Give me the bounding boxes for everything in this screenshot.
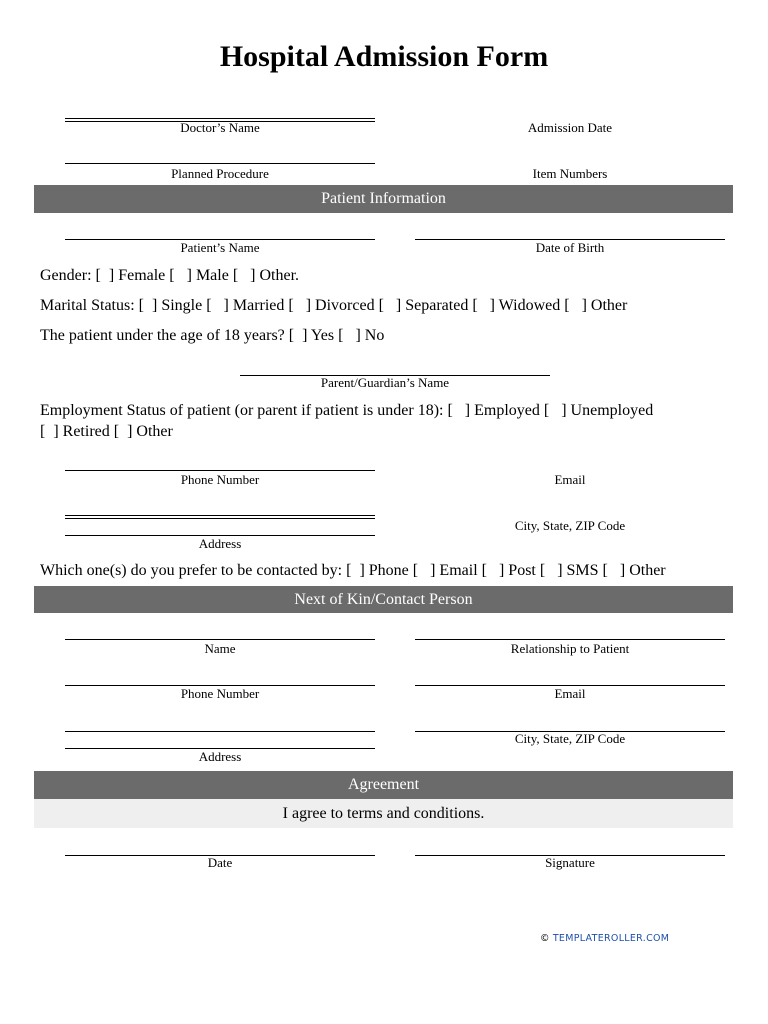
agreement-text: I agree to terms and conditions. xyxy=(34,799,733,828)
under-18-options[interactable]: The patient under the age of 18 years? [ ] Yes [ ] No xyxy=(40,327,385,344)
item-numbers-label: Item Numbers xyxy=(532,166,608,181)
agreement-date-label: Date xyxy=(207,855,233,870)
footer-credit[interactable] xyxy=(540,933,669,944)
employment-status-options[interactable]: Employment Status of patient (or parent if patient is under 18): [ ] Employed [ ] Unemployed xyxy=(40,402,654,419)
patients-name-label: Patient’s Name xyxy=(180,240,260,255)
kin-city-state-zip-label: City, State, ZIP Code xyxy=(514,731,626,746)
address-line-1[interactable] xyxy=(65,515,375,516)
copyright-icon: © xyxy=(540,933,550,944)
kin-relationship-label: Relationship to Patient xyxy=(510,641,630,656)
kin-name-field[interactable] xyxy=(65,639,375,640)
employment-status-options-continued[interactable]: [ ] Retired [ ] Other xyxy=(40,423,173,440)
planned-procedure-field[interactable] xyxy=(65,163,375,164)
signature-label: Signature xyxy=(545,855,595,870)
doctors-name-line-top xyxy=(65,118,375,119)
address-label: Address xyxy=(198,536,242,551)
parent-guardian-label: Parent/Guardian’s Name xyxy=(320,375,450,390)
contact-preference-options[interactable]: Which one(s) do you prefer to be contacted by: [ ] Phone [ ] Email [ ] Post [ ] SMS [ ] Other xyxy=(40,562,666,579)
gender-options[interactable]: Gender: [ ] Female [ ] Male [ ] Other. xyxy=(40,267,300,284)
kin-relationship-field[interactable] xyxy=(415,639,725,640)
kin-name-label: Name xyxy=(204,641,236,656)
phone-number-field[interactable] xyxy=(65,470,375,471)
admission-date-label: Admission Date xyxy=(527,120,613,135)
kin-address-label: Address xyxy=(198,749,242,764)
email-label: Email xyxy=(554,472,586,487)
address-line-2[interactable] xyxy=(65,518,375,519)
planned-procedure-label: Planned Procedure xyxy=(171,166,269,181)
kin-phone-label: Phone Number xyxy=(180,686,260,701)
section-header-next-of-kin: Next of Kin/Contact Person xyxy=(34,586,733,613)
kin-address-line-1[interactable] xyxy=(65,731,375,732)
footer-site-link[interactable]: TEMPLATEROLLER.COM xyxy=(552,933,670,944)
city-state-zip-label: City, State, ZIP Code xyxy=(514,518,626,533)
marital-status-options[interactable]: Marital Status: [ ] Single [ ] Married [ ] Divorced [ ] Separated [ ] Widowed [ ] Other xyxy=(40,297,628,314)
date-of-birth-label: Date of Birth xyxy=(535,240,605,255)
phone-number-label: Phone Number xyxy=(180,472,260,487)
section-header-agreement: Agreement xyxy=(34,771,733,799)
kin-email-label: Email xyxy=(554,686,586,701)
section-header-patient-information: Patient Information xyxy=(34,185,733,213)
doctors-name-label: Doctor’s Name xyxy=(180,120,260,135)
page-title: Hospital Admission Form xyxy=(219,40,549,73)
